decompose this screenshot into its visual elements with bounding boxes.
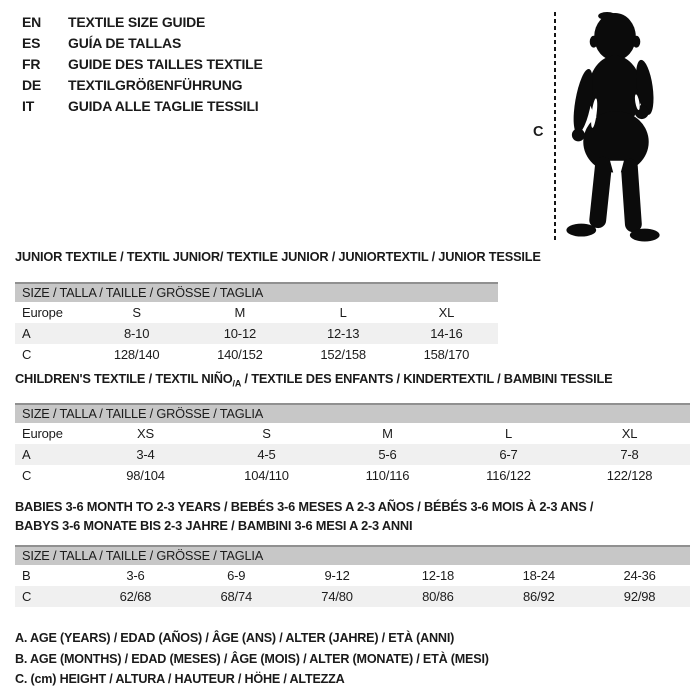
- row-label: C: [22, 347, 32, 362]
- measure-legend: [15, 628, 489, 690]
- language-row: [22, 54, 263, 75]
- table-cell: 18-24: [522, 568, 555, 583]
- language-code: ES: [22, 35, 41, 51]
- table-cell: 110/116: [365, 468, 410, 483]
- table-cell: 122/128: [606, 468, 653, 483]
- children-heading-post: / TEXTILE DES ENFANTS / KINDERTEXTIL / BAMBINI TESSILE: [241, 371, 613, 386]
- junior-section-heading: JUNIOR TEXTILE / TEXTIL JUNIOR/ TEXTILE JUNIOR / JUNIORTEXTIL / JUNIOR TESSILE: [15, 249, 541, 264]
- table-cell: 3-6: [126, 568, 145, 583]
- table-cell: 6-7: [499, 447, 518, 462]
- table-cell: 152/158: [320, 347, 366, 362]
- guide-title: GUIDE DES TAILLES TEXTILE: [68, 56, 263, 72]
- language-row: [22, 75, 263, 96]
- junior-size-table: [15, 282, 498, 365]
- table-cell: L: [504, 426, 513, 441]
- table-cell: 4-5: [257, 447, 276, 462]
- guide-title: TEXTILE SIZE GUIDE: [68, 14, 206, 30]
- table-row: [15, 444, 690, 465]
- table-cell: 7-8: [620, 447, 639, 462]
- row-label: A: [22, 447, 31, 462]
- children-heading-pre: CHILDREN'S TEXTILE / TEXTIL NIÑO: [15, 371, 233, 386]
- table-cell: L: [339, 305, 347, 320]
- row-label: Europe: [22, 305, 63, 320]
- table-cell: XS: [137, 426, 154, 441]
- language-code: EN: [22, 14, 42, 30]
- babies-size-table: [15, 545, 690, 607]
- language-code: IT: [22, 98, 35, 114]
- guide-title: GUIDA ALLE TAGLIE TESSILI: [68, 98, 259, 114]
- legend-line-b: B. AGE (MONTHS) / EDAD (MESES) / ÂGE (MOIS) / ALTER (MONATE) / ETÀ (MESI): [15, 651, 489, 666]
- table-row: [15, 565, 690, 586]
- babies-heading-line2: BABYS 3-6 MONATE BIS 2-3 JAHRE / BAMBINI 3-6 MESI A 2-3 ANNI: [15, 518, 413, 533]
- height-measure-figure: [520, 8, 690, 250]
- table-cell: 98/104: [126, 468, 165, 483]
- table-header-bar: SIZE / TALLA / TAILLE / GRÖSSE / TAGLIA: [15, 546, 690, 565]
- row-label: C: [22, 468, 32, 483]
- legend-line-a: A. AGE (YEARS) / EDAD (AÑOS) / ÂGE (ANS) / ALTER (JAHRE) / ETÀ (ANNI): [15, 631, 455, 645]
- table-cell: S: [132, 305, 141, 320]
- table-cell: 12-18: [421, 568, 455, 583]
- language-title-list: [22, 12, 263, 117]
- language-row: [22, 96, 263, 117]
- language-row: [22, 33, 263, 54]
- table-cell: 74/80: [321, 589, 353, 604]
- table-row: [15, 465, 690, 486]
- row-label: B: [22, 568, 31, 583]
- toddler-silhouette-icon: [565, 10, 665, 243]
- table-cell: 86/92: [522, 589, 555, 604]
- table-row: [15, 344, 498, 365]
- language-code: FR: [22, 56, 41, 72]
- babies-heading-line1: BABIES 3-6 MONTH TO 2-3 YEARS / BEBÉS 3-6 MESES A 2-3 AÑOS / BÉBÉS 3-6 MOIS À 2-3 ANS /: [15, 499, 594, 514]
- table-cell: XL: [621, 426, 638, 441]
- table-cell: 24-36: [623, 568, 656, 583]
- measure-c-label: C: [533, 124, 544, 140]
- table-row: [15, 423, 690, 444]
- table-cell: M: [234, 305, 246, 320]
- guide-title: TEXTILGRÖßENFÜHRUNG: [68, 77, 243, 93]
- table-header-bar: SIZE / TALLA / TAILLE / GRÖSSE / TAGLIA: [15, 283, 498, 302]
- table-header-bar: SIZE / TALLA / TAILLE / GRÖSSE / TAGLIA: [15, 404, 690, 423]
- table-cell: 158/170: [423, 347, 470, 362]
- table-cell: 3-4: [136, 447, 155, 462]
- table-cell: 8-10: [124, 326, 150, 341]
- children-size-table: [15, 403, 690, 486]
- table-cell: 12-13: [327, 326, 360, 341]
- table-cell: 80/86: [422, 589, 454, 604]
- legend-line-c: C. (cm) HEIGHT / ALTURA / HAUTEUR / HÖHE / ALTEZZA: [15, 672, 345, 686]
- table-cell: 104/110: [244, 468, 289, 483]
- row-label: A: [22, 326, 31, 341]
- table-cell: 6-9: [227, 568, 246, 583]
- table-cell: 5-6: [378, 447, 397, 462]
- table-cell: 62/68: [119, 589, 152, 604]
- height-dashed-line: [554, 12, 556, 243]
- table-row: [15, 586, 690, 607]
- guide-title: GUÍA DE TALLAS: [68, 35, 182, 51]
- row-label: C: [22, 589, 32, 604]
- children-section-heading: [15, 371, 612, 389]
- children-heading-subscript: /A: [232, 378, 242, 389]
- table-row: [15, 302, 498, 323]
- table-cell: 9-12: [324, 568, 350, 583]
- row-label: Europe: [22, 426, 63, 441]
- language-code: DE: [22, 77, 42, 93]
- table-cell: 10-12: [223, 326, 256, 341]
- table-cell: 92/98: [623, 589, 656, 604]
- language-row: [22, 12, 263, 33]
- babies-section-heading: [15, 497, 593, 535]
- table-row: [15, 323, 498, 344]
- table-cell: S: [262, 426, 271, 441]
- table-cell: XL: [438, 305, 455, 320]
- table-cell: 140/152: [217, 347, 263, 362]
- table-cell: M: [382, 426, 393, 441]
- table-cell: 14-16: [430, 326, 463, 341]
- table-cell: 116/122: [486, 468, 531, 483]
- table-cell: 68/74: [220, 589, 253, 604]
- table-cell: 128/140: [113, 347, 160, 362]
